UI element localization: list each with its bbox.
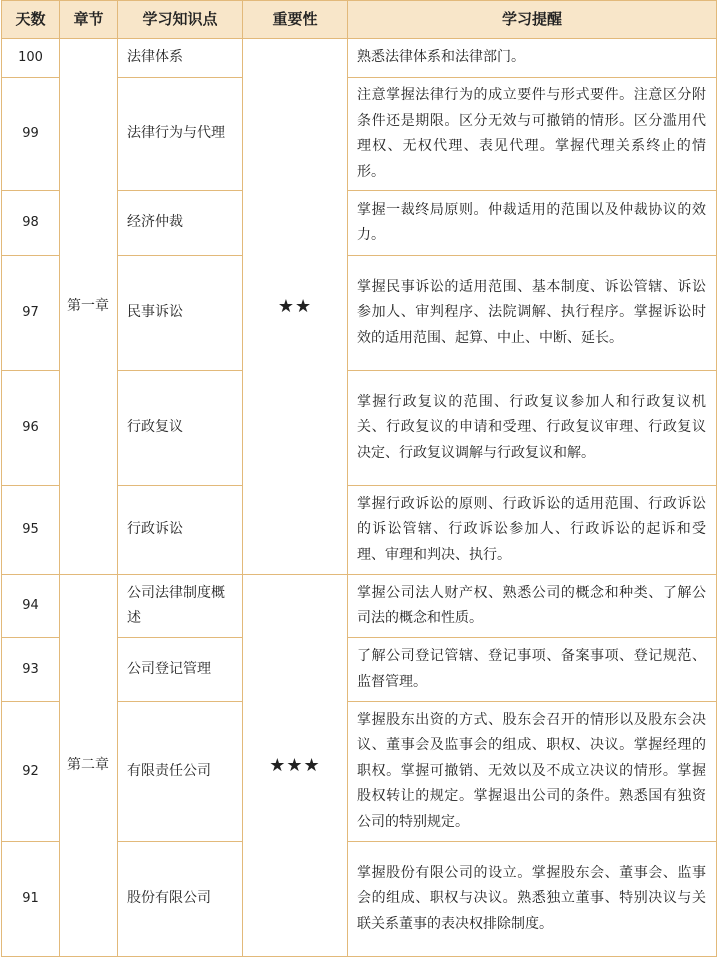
day-cell: 98	[2, 191, 60, 256]
day-cell: 100	[2, 39, 60, 78]
importance-stars: ★★	[243, 39, 348, 575]
day-cell: 93	[2, 638, 60, 702]
study-tip-cell: 掌握股东出资的方式、股东会召开的情形以及股东会决议、董事会及监事会的组成、职权、决议。掌握经理的职权。掌握可撤销、无效以及不成立决议的情形。掌握股权转让的规定。掌握退出公司的条件。熟悉国有独资公司的特别规定。	[348, 702, 717, 842]
day-cell: 92	[2, 702, 60, 842]
importance-stars: ★★★	[243, 575, 348, 957]
study-tip-cell: 掌握公司法人财产权、熟悉公司的概念和种类、了解公司法的概念和性质。	[348, 575, 717, 638]
study-tip-cell: 了解公司登记管辖、登记事项、备案事项、登记规范、监督管理。	[348, 638, 717, 702]
study-tip-cell: 熟悉法律体系和法律部门。	[348, 39, 717, 78]
day-cell: 99	[2, 78, 60, 191]
day-cell: 97	[2, 256, 60, 371]
study-tip-cell: 掌握行政复议的范围、行政复议参加人和行政复议机关、行政复议的申请和受理、行政复议审理、行政复议决定、行政复议调解与行政复议和解。	[348, 371, 717, 486]
header-importance: 重要性	[243, 1, 348, 39]
knowledge-point-cell: 民事诉讼	[118, 256, 243, 371]
study-plan-table	[1, 0, 717, 957]
day-cell: 94	[2, 575, 60, 638]
study-tip-cell: 掌握股份有限公司的设立。掌握股东会、董事会、监事会的组成、职权与决议。熟悉独立董事、特别决议与关联关系董事的表决权排除制度。	[348, 842, 717, 957]
knowledge-point-cell: 法律行为与代理	[118, 78, 243, 191]
knowledge-point-cell: 公司法律制度概述	[118, 575, 243, 638]
day-cell: 95	[2, 486, 60, 575]
study-tip-cell: 注意掌握法律行为的成立要件与形式要件。注意区分附条件还是期限。区分无效与可撤销的情形。区分滥用代理权、无权代理、表见代理。掌握代理关系终止的情形。	[348, 78, 717, 191]
header-knowledge-point: 学习知识点	[118, 1, 243, 39]
knowledge-point-cell: 经济仲裁	[118, 191, 243, 256]
table-row	[2, 575, 717, 638]
table-row	[2, 39, 717, 78]
knowledge-point-cell: 股份有限公司	[118, 842, 243, 957]
knowledge-point-cell: 有限责任公司	[118, 702, 243, 842]
day-cell: 91	[2, 842, 60, 957]
header-day: 天数	[2, 1, 60, 39]
study-tip-cell: 掌握一裁终局原则。仲裁适用的范围以及仲裁协议的效力。	[348, 191, 717, 256]
chapter-cell: 第二章	[60, 575, 118, 957]
table-header-row	[2, 1, 717, 39]
knowledge-point-cell: 行政复议	[118, 371, 243, 486]
header-chapter: 章节	[60, 1, 118, 39]
day-cell: 96	[2, 371, 60, 486]
knowledge-point-cell: 行政诉讼	[118, 486, 243, 575]
chapter-cell: 第一章	[60, 39, 118, 575]
study-tip-cell: 掌握民事诉讼的适用范围、基本制度、诉讼管辖、诉讼参加人、审判程序、法院调解、执行程序。掌握诉讼时效的适用范围、起算、中止、中断、延长。	[348, 256, 717, 371]
knowledge-point-cell: 公司登记管理	[118, 638, 243, 702]
header-study-tip: 学习提醒	[348, 1, 717, 39]
knowledge-point-cell: 法律体系	[118, 39, 243, 78]
study-tip-cell: 掌握行政诉讼的原则、行政诉讼的适用范围、行政诉讼的诉讼管辖、行政诉讼参加人、行政诉讼的起诉和受理、审理和判决、执行。	[348, 486, 717, 575]
